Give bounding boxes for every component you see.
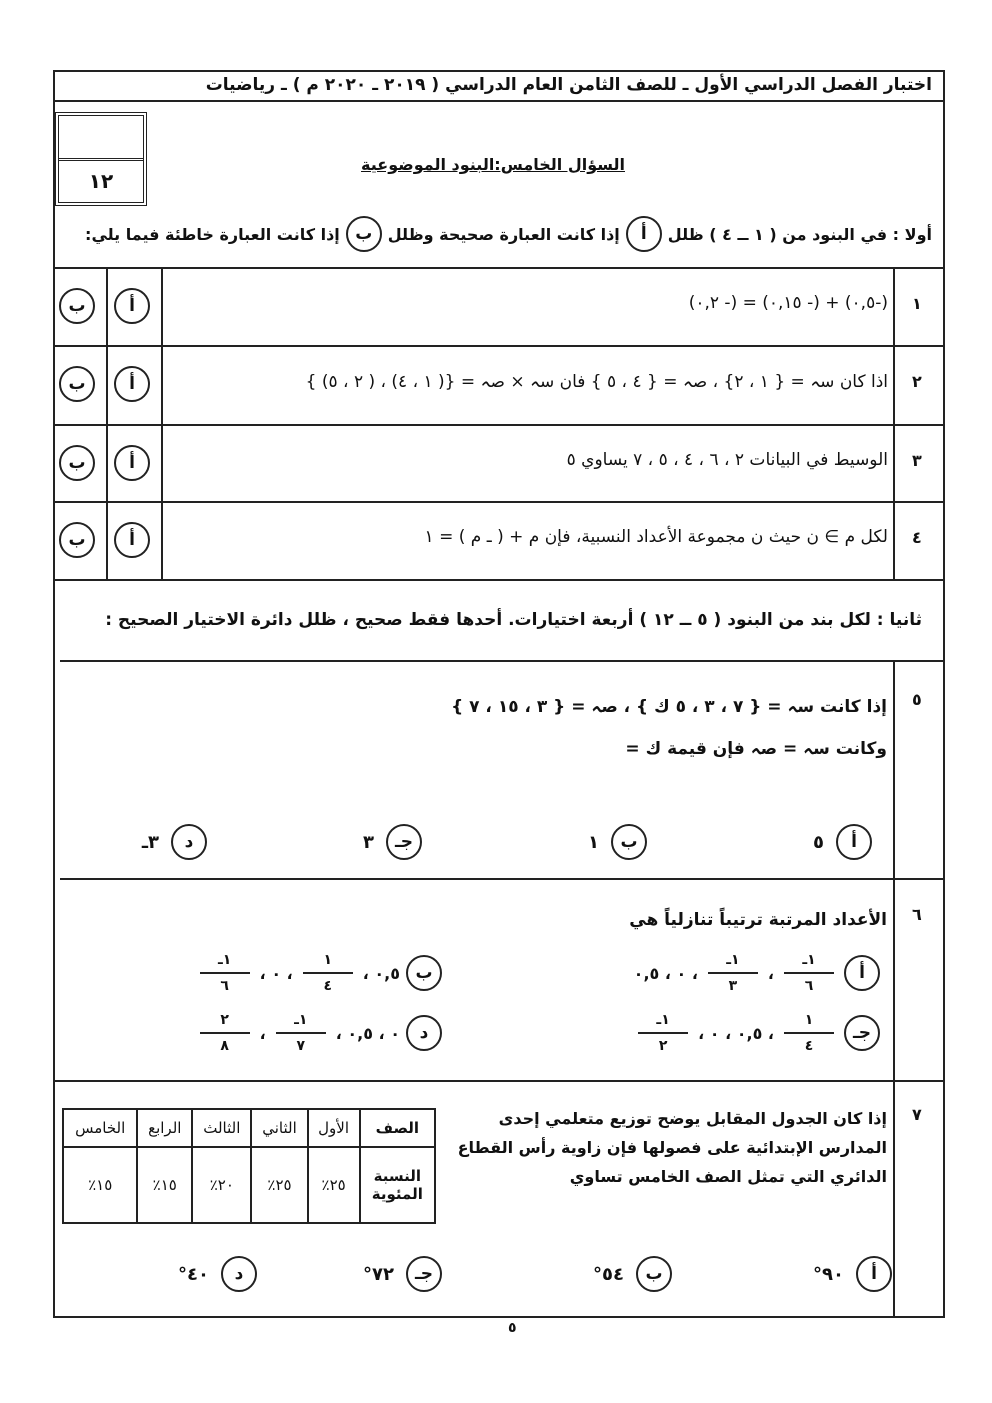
table-header: الخامس bbox=[63, 1109, 137, 1147]
table-cell: ٢٥٪ bbox=[251, 1147, 307, 1223]
option-c-circle[interactable]: جـ bbox=[386, 824, 422, 860]
table-header: الثالث bbox=[192, 1109, 251, 1147]
option-a-circle[interactable]: أ bbox=[836, 824, 872, 860]
q7-option-b[interactable] bbox=[593, 1256, 672, 1292]
q5-line2: وكانت سہ = صہ فإن قيمة ك = bbox=[625, 739, 887, 759]
question-number: ٥ bbox=[912, 690, 922, 709]
table-header: الصف bbox=[360, 1109, 435, 1147]
denominator: ٢ bbox=[658, 1038, 668, 1054]
q6-stem: الأعداد المرتبة ترتيباً تنازلياً هي bbox=[629, 910, 887, 930]
option-value: ١ bbox=[588, 831, 599, 853]
table-header: الأول bbox=[308, 1109, 360, 1147]
option-a-circle[interactable]: أ bbox=[856, 1256, 892, 1292]
denominator: ٨ bbox=[220, 1038, 229, 1054]
option-text: ، ٠ ، ٠,٥ bbox=[633, 963, 698, 983]
item-number: ٢ bbox=[912, 372, 922, 391]
option-value: ٧٢° bbox=[363, 1263, 394, 1285]
false-option-circle[interactable]: ب bbox=[59, 288, 95, 324]
true-symbol: أ bbox=[626, 216, 662, 252]
false-option-circle[interactable]: ب bbox=[59, 522, 95, 558]
part1-instruction bbox=[85, 216, 932, 252]
q5-line1: إذا كانت سہ = { ٧ ، ٣ ، ٥ ك } ، صہ = { ٣ ، ١٥ ، ٧ } bbox=[451, 697, 887, 717]
option-c-circle[interactable]: جـ bbox=[844, 1015, 880, 1051]
option-d-circle[interactable]: د bbox=[406, 1015, 442, 1051]
true-option-circle[interactable]: أ bbox=[114, 366, 150, 402]
table-cell: ١٥٪ bbox=[137, 1147, 192, 1223]
table-row-header bbox=[360, 1147, 435, 1223]
item-number: ٣ bbox=[912, 451, 922, 470]
instruction-text: إذا كانت العبارة خاطئة فيما يلي: bbox=[85, 224, 340, 244]
statement-text: لكل م ∋ ن حيث ن مجموعة الأعداد النسبية، فإن م + ( ـ م ) = ١ bbox=[424, 527, 888, 547]
q6-option-c[interactable] bbox=[634, 1012, 880, 1054]
option-d-circle[interactable]: د bbox=[171, 824, 207, 860]
numerator: ١ـ bbox=[802, 952, 816, 968]
option-text: ، ٠ ، bbox=[259, 963, 293, 983]
denominator: ٤ bbox=[323, 978, 333, 994]
table-header: الثاني bbox=[251, 1109, 307, 1147]
numerator: ١ـ bbox=[294, 1012, 308, 1028]
fraction bbox=[708, 952, 758, 994]
option-b-circle[interactable]: ب bbox=[406, 955, 442, 991]
fraction bbox=[784, 1012, 834, 1054]
separator: ، bbox=[767, 963, 774, 983]
statement-text: الوسيط في البيانات ٢ ، ٦ ، ٤ ، ٥ ، ٧ يساوي ٥ bbox=[566, 450, 888, 470]
option-text: ٠,٥ ، bbox=[362, 963, 400, 983]
option-a-circle[interactable]: أ bbox=[844, 955, 880, 991]
option-c-circle[interactable]: جـ bbox=[406, 1256, 442, 1292]
option-text: ٠ ، ٠,٥ ، bbox=[335, 1023, 400, 1043]
option-value: ٤٠° bbox=[178, 1263, 209, 1285]
question-number: ٧ bbox=[912, 1105, 922, 1124]
q7-stem bbox=[458, 1104, 887, 1191]
numerator: ١ bbox=[323, 952, 333, 968]
denominator: ٣ bbox=[728, 978, 738, 994]
table-cell: ١٥٪ bbox=[63, 1147, 137, 1223]
part2-instruction: ثانيا : لكل بند من البنود ( ٥ ــ ١٢ ) أربعة اختيارات. أحدها فقط صحيح ، ظلل دائرة الاختيار الصحيح : bbox=[105, 610, 922, 630]
false-option-circle[interactable]: ب bbox=[59, 366, 95, 402]
distribution-table bbox=[62, 1108, 436, 1224]
q5-option-c[interactable] bbox=[363, 824, 422, 860]
option-b-circle[interactable]: ب bbox=[611, 824, 647, 860]
option-text: ، ٠,٥ ، ٠ ، bbox=[698, 1023, 774, 1043]
statement-text: اذا كان سہ = { ١ ، ٢} ، صہ = { ٤ ، ٥ } فان سہ × صہ = {( ١ ، ٤) ، ( ٢ ، ٥) } bbox=[305, 372, 888, 392]
option-b-circle[interactable]: ب bbox=[636, 1256, 672, 1292]
table-cell: ٢٥٪ bbox=[308, 1147, 360, 1223]
fraction bbox=[784, 952, 834, 994]
denominator: ٤ bbox=[804, 1038, 814, 1054]
false-option-circle[interactable]: ب bbox=[59, 445, 95, 481]
denominator: ٦ bbox=[220, 978, 229, 994]
stem-line: المدارس الإبتدائية على فصولها فإن زاوية رأس القطاع bbox=[457, 1138, 887, 1157]
question-number: ٦ bbox=[912, 905, 922, 924]
table-header: الرابع bbox=[137, 1109, 192, 1147]
option-value: ٥٤° bbox=[593, 1263, 624, 1285]
numerator: ١ـ bbox=[656, 1012, 670, 1028]
option-d-circle[interactable]: د bbox=[221, 1256, 257, 1292]
fraction bbox=[638, 1012, 688, 1054]
exam-title: اختبار الفصل الدراسي الأول ـ للصف الثامن العام الدراسي ( ٢٠١٩ ـ ٢٠٢٠ م ) ـ رياضيات bbox=[205, 75, 932, 95]
q6-option-a[interactable] bbox=[634, 952, 880, 994]
row-header-line: النسبة bbox=[373, 1167, 421, 1185]
false-symbol: ب bbox=[346, 216, 382, 252]
q7-option-a[interactable] bbox=[813, 1256, 892, 1292]
option-value: ٣ـ bbox=[141, 831, 159, 853]
true-option-circle[interactable]: أ bbox=[114, 522, 150, 558]
q5-option-d[interactable] bbox=[142, 824, 207, 860]
page-number: ٥ bbox=[508, 1320, 517, 1336]
option-value: ٥ bbox=[813, 831, 824, 853]
stem-line: الدائري التي تمثل الصف الخامس تساوي bbox=[569, 1167, 887, 1186]
option-text: ، bbox=[259, 1023, 266, 1043]
q5-option-a[interactable] bbox=[813, 824, 872, 860]
true-option-circle[interactable]: أ bbox=[114, 445, 150, 481]
fraction bbox=[200, 1012, 250, 1054]
section-title: السؤال الخامس:البنود الموضوعية bbox=[361, 155, 625, 174]
fraction bbox=[200, 952, 250, 994]
true-option-circle[interactable]: أ bbox=[114, 288, 150, 324]
q6-option-b[interactable] bbox=[196, 952, 442, 994]
score-box bbox=[55, 112, 147, 206]
fraction bbox=[276, 1012, 326, 1054]
q7-option-d[interactable] bbox=[178, 1256, 257, 1292]
table-cell: ٢٠٪ bbox=[192, 1147, 251, 1223]
statement-text: (-٠,٥) + (- ٠,١٥) = (- ٠,٢) bbox=[688, 293, 888, 313]
option-value: ٣ bbox=[363, 831, 374, 853]
numerator: ١ـ bbox=[726, 952, 740, 968]
denominator: ٧ bbox=[296, 1038, 306, 1054]
q6-option-d[interactable] bbox=[196, 1012, 442, 1054]
item-number: ١ bbox=[912, 294, 922, 313]
numerator: ١ـ bbox=[217, 952, 232, 968]
stem-line: إذا كان الجدول المقابل يوضح توزيع متعلمي إحدى bbox=[498, 1109, 887, 1128]
q5-option-b[interactable] bbox=[588, 824, 647, 860]
denominator: ٦ bbox=[804, 978, 814, 994]
row-header-line: المئوية bbox=[371, 1185, 423, 1203]
instruction-text: أولا : في البنود من ( ١ ــ ٤ ) ظلل bbox=[667, 224, 932, 244]
item-number: ٤ bbox=[912, 528, 922, 547]
option-value: ٩٠° bbox=[813, 1263, 844, 1285]
q7-option-c[interactable] bbox=[363, 1256, 442, 1292]
instruction-text: إذا كانت العبارة صحيحة وظلل bbox=[387, 224, 620, 244]
fraction bbox=[303, 952, 353, 994]
numerator: ١ bbox=[804, 1012, 814, 1028]
score-max: ١٢ bbox=[88, 169, 114, 193]
numerator: ٢ bbox=[220, 1012, 229, 1028]
